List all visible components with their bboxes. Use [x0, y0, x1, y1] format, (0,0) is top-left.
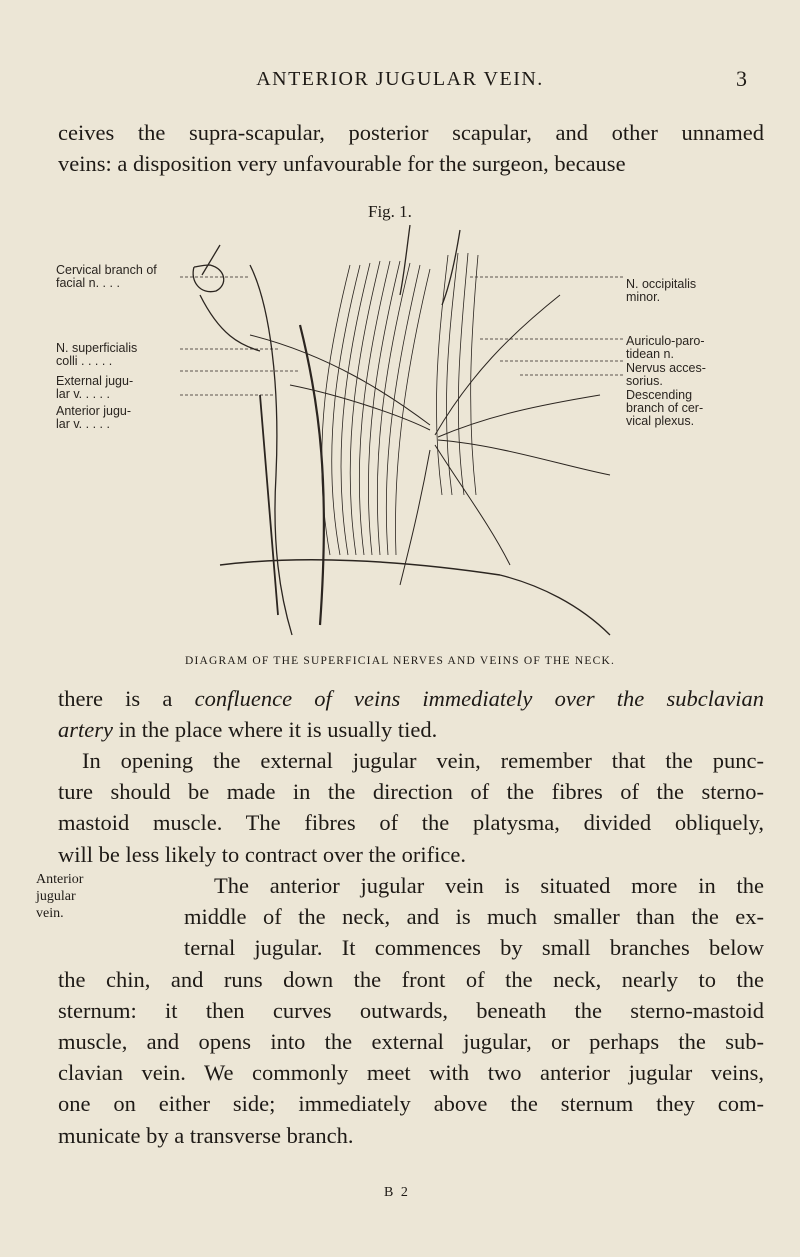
figure-label: Fig. 1. [368, 202, 412, 221]
label-n-superficialis-colli: N. superficialis colli . . . . . [56, 341, 138, 368]
text-line: municate by a transverse branch. [58, 1122, 354, 1148]
text-line: clavian vein. We commonly meet with two anterior jugular veins, [58, 1060, 764, 1086]
text-line: ture should be made in the direction of the fibres of the sterno- [58, 779, 764, 805]
external-jugular-paragraph [58, 745, 764, 870]
text-line: there is a confluence of veins immediately over the subclavian [58, 686, 764, 711]
label-descending-cervical-branch: Descending branch of cer- vical plexus. [626, 388, 704, 428]
neck-front-outline [250, 265, 292, 635]
text-line: ceives the supra-scapular, posterior scapular, and other unnamed [58, 120, 764, 145]
text-line: veins: a disposition very unfavourable for the surgeon, because [58, 151, 626, 177]
text-line: sternum: it then curves outwards, beneath the sterno-mastoid [58, 997, 764, 1023]
top-paragraph-continuation [58, 117, 764, 179]
text-line: middle of the neck, and is much smaller than the ex- [184, 904, 764, 930]
running-title: ANTERIOR JUGULAR VEIN. [256, 68, 544, 90]
auricular-nerve-line [442, 230, 460, 305]
text-line: ternal jugular. It commences by small branches below [184, 935, 764, 961]
neck-diagram-illustration [180, 225, 630, 645]
trapezius-fibres [436, 253, 478, 495]
shoulder-outline [500, 575, 610, 635]
external-jugular-vein [300, 325, 324, 625]
figure-caption: DIAGRAM OF THE SUPERFICIAL NERVES AND VEINS OF THE NECK. [184, 655, 616, 667]
label-cervical-branch: Cervical branch of facial n. . . . [56, 263, 157, 290]
text-line: will be less likely to contract over the orifice. [58, 841, 466, 867]
text-line: In opening the external jugular vein, remember that the punc- [82, 748, 764, 773]
text-line: mastoid muscle. The fibres of the platysma, divided obliquely, [58, 810, 764, 836]
head-line [202, 245, 220, 275]
label-nervus-accessorius: Nervus acces- sorius. [626, 361, 706, 388]
label-n-occipitalis-minor: N. occipitalis minor. [626, 277, 697, 304]
signature-mark: B 2 [384, 1185, 410, 1200]
anterior-jugular-paragraph [58, 870, 764, 1151]
label-anterior-jugular: Anterior jugu- lar v. . . . . [56, 404, 132, 431]
text-line: the chin, and runs down the front of the neck, nearly to the [58, 966, 764, 992]
mandible-line [200, 295, 260, 351]
text-line: The anterior jugular vein is situated more in the [214, 873, 764, 898]
label-external-jugular: External jugu- lar v. . . . . [56, 374, 134, 401]
text-line: muscle, and opens into the external jugular, or perhaps the sub- [58, 1029, 764, 1055]
margin-note-anterior-jugular: Anterior jugular vein. [36, 872, 84, 921]
confluence-paragraph [58, 683, 764, 745]
text-line: artery in the place where it is usually tied. [58, 717, 438, 743]
ear-outline [193, 265, 224, 292]
text-line: one on either side; immediately above the sternum they com- [58, 1091, 764, 1117]
page-number: 3 [736, 66, 747, 91]
label-auriculo-parotidean: Auriculo-paro- tidean n. [626, 334, 705, 361]
clavicle-outline [220, 560, 500, 575]
